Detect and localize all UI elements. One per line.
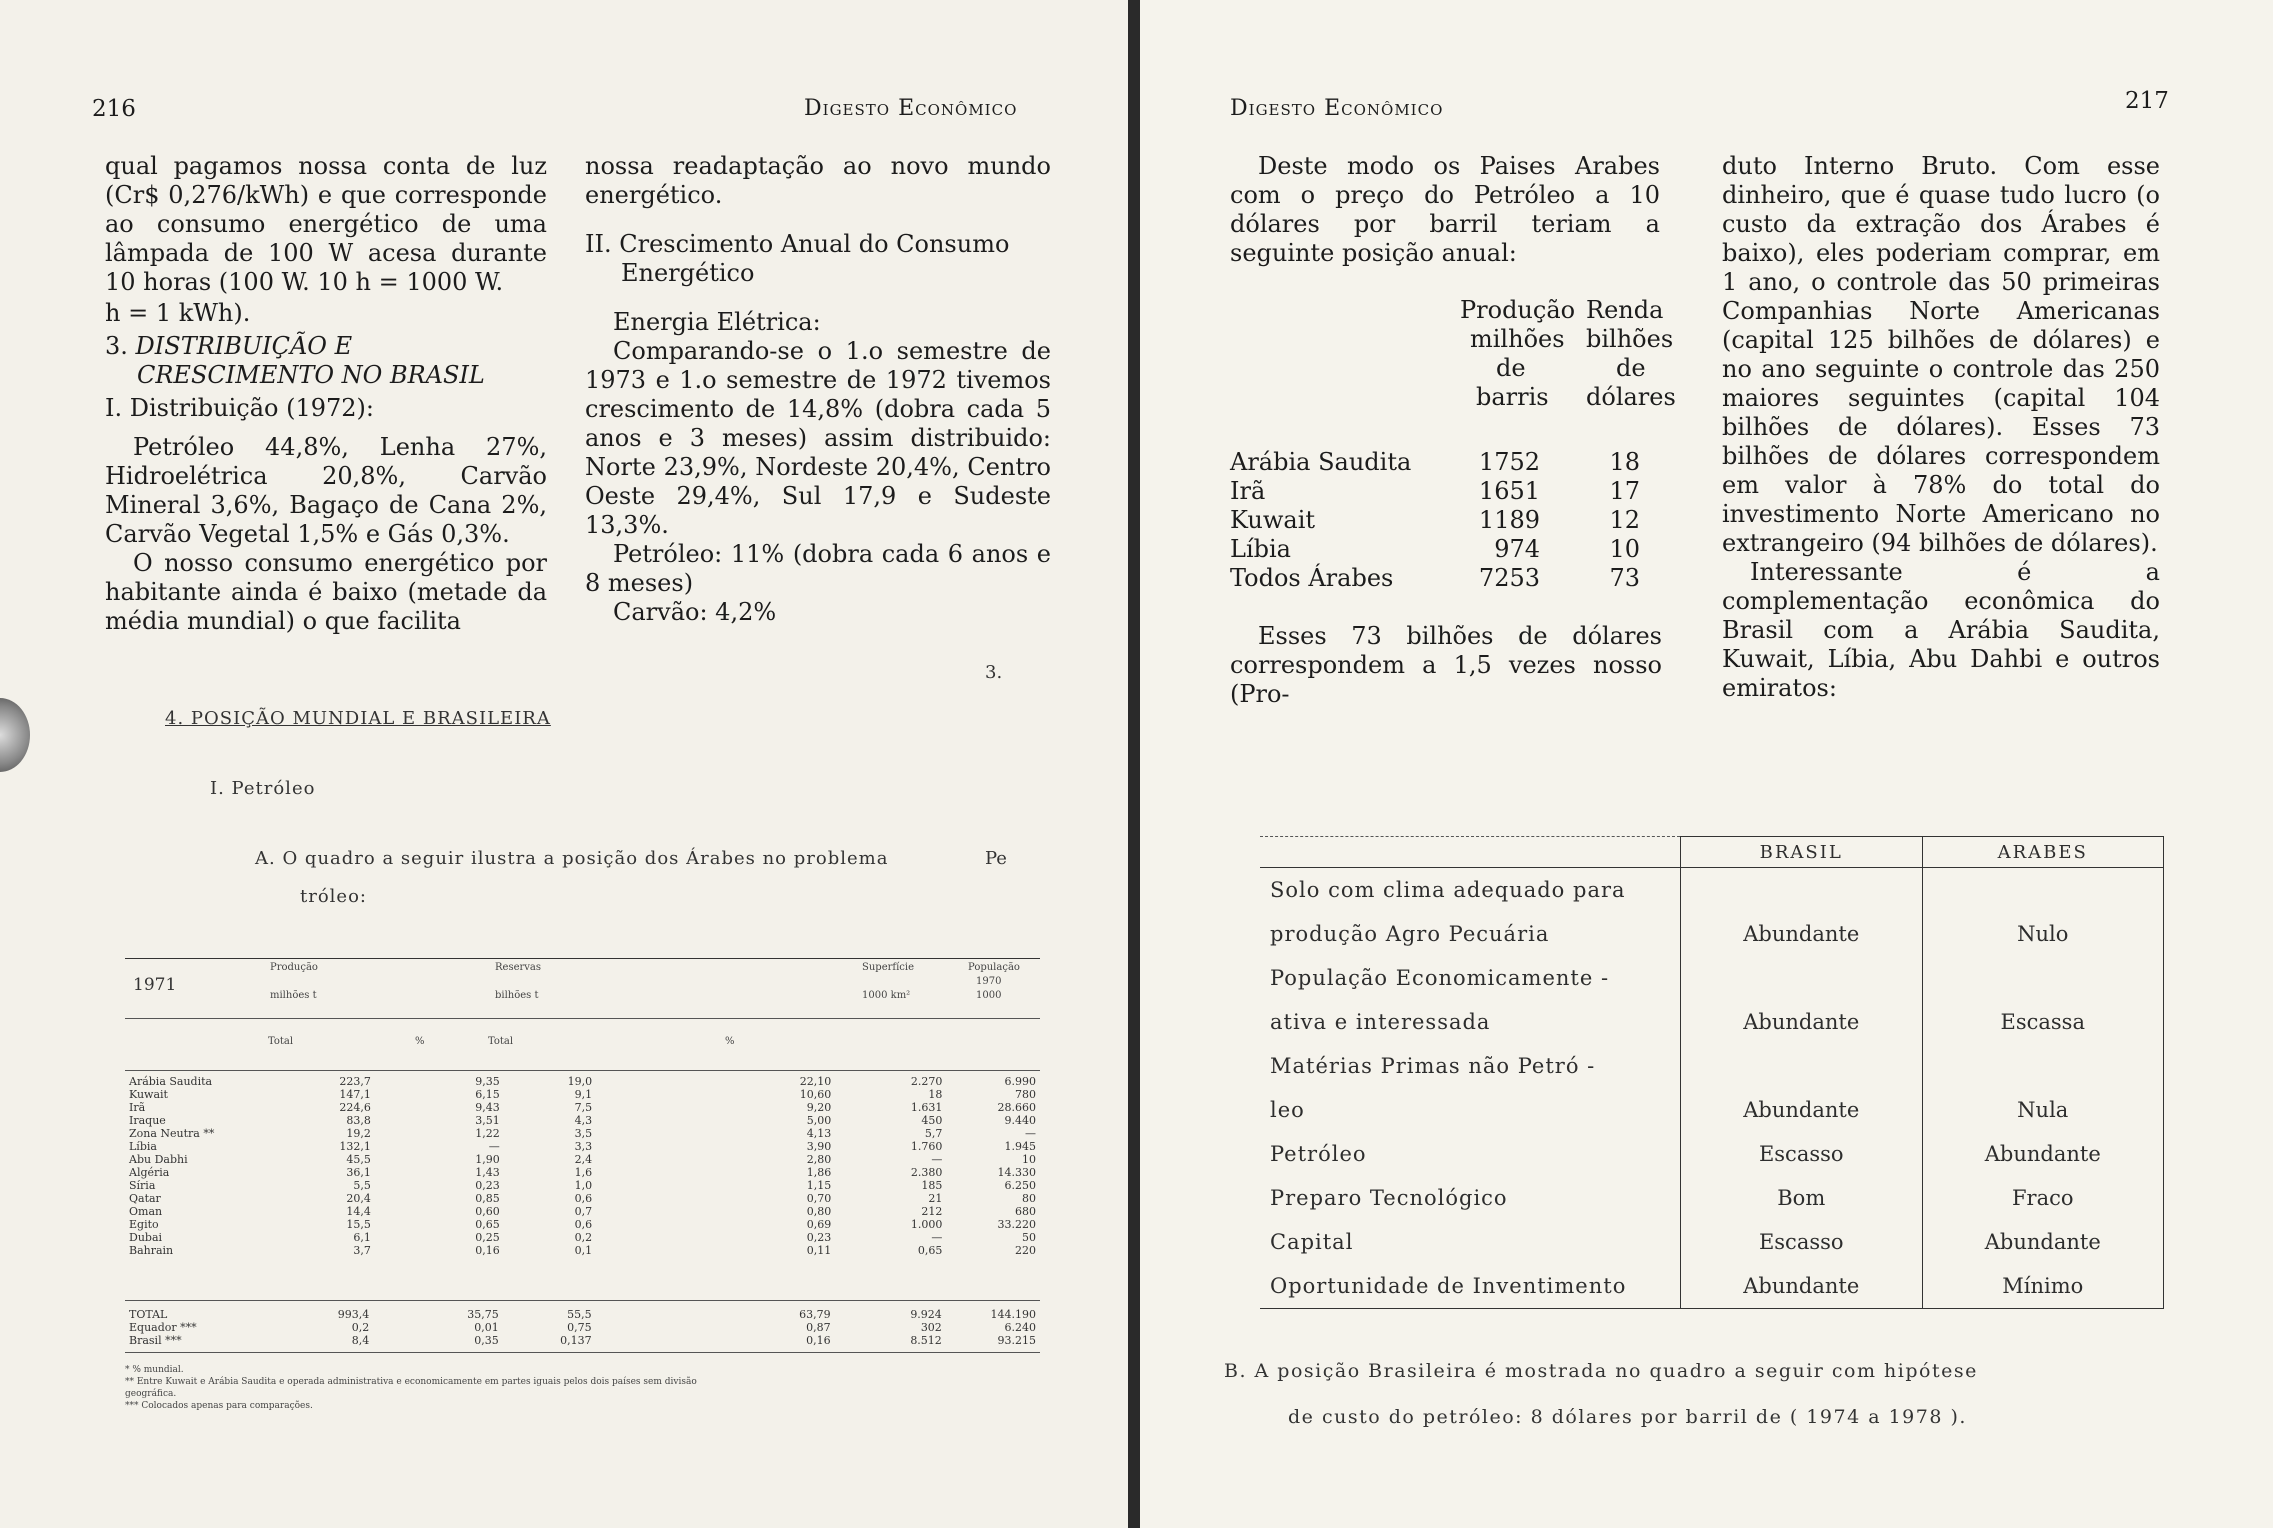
table-cell: Oportunidade de Inventimento bbox=[1260, 1264, 1681, 1309]
table-cell: 2,80 bbox=[806, 1153, 832, 1166]
table-cell: 7253 bbox=[1478, 564, 1540, 592]
table-rule bbox=[125, 958, 1040, 959]
oil-table-totals bbox=[125, 1308, 1040, 1347]
table-cell: Algéria bbox=[129, 1166, 170, 1179]
col-header: Total bbox=[488, 1036, 514, 1047]
table-cell: ativa e interessada bbox=[1260, 1000, 1681, 1044]
table-cell: 220 bbox=[1015, 1244, 1036, 1257]
table-cell: 1,86 bbox=[806, 1166, 832, 1179]
col-header: % bbox=[725, 1036, 735, 1047]
table-cell: 780 bbox=[1015, 1088, 1036, 1101]
table-rule bbox=[125, 1352, 1040, 1353]
table-cell: 450 bbox=[921, 1114, 943, 1127]
table-cell bbox=[1922, 1044, 2164, 1088]
paragraph: Energia Elétrica: bbox=[613, 308, 821, 336]
paragraph: O nosso consumo energético por habitante ainda é baixo (metade da média mundial) o que facilita bbox=[105, 549, 547, 635]
table-cell: Equador *** bbox=[129, 1321, 197, 1334]
table-cell: 18 bbox=[1609, 448, 1640, 476]
table-cell: 0,2 bbox=[351, 1321, 370, 1334]
table-cell: 6,15 bbox=[475, 1088, 500, 1101]
table-cell: 0,35 bbox=[474, 1334, 499, 1347]
footnote: *** Colocados apenas para comparações. bbox=[125, 1401, 313, 1411]
section-title-line: DISTRIBUIÇÃO E bbox=[135, 332, 353, 360]
col-header: Produção bbox=[1460, 296, 1576, 324]
table-cell: Solo com clima adequado para bbox=[1260, 868, 1681, 913]
col-header: barris bbox=[1476, 383, 1549, 411]
table-row bbox=[1260, 956, 2164, 1000]
table-cell: 1,43 bbox=[475, 1166, 500, 1179]
table-cell: 17 bbox=[1609, 477, 1640, 505]
page-number-right: 217 bbox=[2125, 88, 2169, 114]
typed-paragraph-line: A. O quadro a seguir ilustra a posição dos Árabes no problema bbox=[255, 848, 889, 869]
table-cell: 3,5 bbox=[574, 1127, 593, 1140]
table-cell: 55,5 bbox=[567, 1308, 592, 1321]
table-row bbox=[1260, 1220, 2164, 1264]
table-cell: Arábia Saudita bbox=[129, 1075, 213, 1088]
paragraph: Interessante é a complementação econômica do Brasil com a Arábia Saudita, Kuwait, Líbia, Abu Dahbi e outros emiratos: bbox=[1722, 558, 2160, 702]
table-cell: 132,1 bbox=[339, 1140, 371, 1153]
table-cell: 93.215 bbox=[997, 1334, 1036, 1347]
typed-paragraph-line: tróleo: bbox=[300, 886, 367, 907]
table-cell: 9,35 bbox=[475, 1075, 500, 1088]
table-row bbox=[1260, 1044, 2164, 1088]
table-cell: 8,4 bbox=[351, 1334, 370, 1347]
table-year: 1971 bbox=[133, 975, 177, 995]
table-cell: 3,90 bbox=[806, 1140, 832, 1153]
table-row bbox=[125, 1231, 1040, 1244]
running-header-left: Digesto Econômico bbox=[804, 96, 1018, 121]
col-header: Superfície bbox=[862, 962, 915, 973]
table-cell: 0,11 bbox=[806, 1244, 832, 1257]
table-cell bbox=[1681, 868, 1923, 913]
table-row bbox=[125, 1075, 1040, 1088]
table-cell: 0,23 bbox=[806, 1231, 832, 1244]
typed-paragraph-line: B. A posição Brasileira é mostrada no quadro a seguir com hipótese bbox=[1224, 1360, 1978, 1382]
table-cell: 0,65 bbox=[917, 1244, 943, 1257]
table-cell: 4,3 bbox=[574, 1114, 593, 1127]
table-row bbox=[125, 1205, 1040, 1218]
table-row bbox=[125, 1179, 1040, 1192]
subsection-title-line: Energético bbox=[621, 259, 755, 287]
table-cell: 20,4 bbox=[346, 1192, 371, 1205]
col-header: 1000 bbox=[976, 990, 1002, 1001]
table-cell: 2.380 bbox=[910, 1166, 943, 1179]
col-header: milhões bbox=[1470, 325, 1565, 353]
right-column-1-intro: Deste modo os Paises Arabes com o preço do Petróleo a 10 dólares por barril teriam a seguinte posição anual: bbox=[1230, 152, 1660, 267]
paragraph: Carvão: 4,2% bbox=[613, 598, 777, 626]
table-cell: 0,69 bbox=[806, 1218, 832, 1231]
table-cell: — bbox=[931, 1231, 943, 1244]
table-cell: 5,5 bbox=[353, 1179, 371, 1192]
table-row bbox=[1260, 868, 2164, 913]
right-column-2 bbox=[1722, 152, 2160, 703]
table-cell: Abundante bbox=[1922, 1220, 2164, 1264]
table-cell: 302 bbox=[920, 1321, 942, 1334]
left-column-2 bbox=[585, 152, 1051, 627]
paragraph: Petróleo: 11% (dobra cada 6 anos e 8 meses) bbox=[585, 540, 1051, 597]
table-cell: leo bbox=[1260, 1088, 1681, 1132]
table-cell: 0,75 bbox=[567, 1321, 592, 1334]
table-cell: Bahrain bbox=[129, 1244, 174, 1257]
table-cell: Bom bbox=[1681, 1176, 1923, 1220]
table-row bbox=[1260, 912, 2164, 956]
table-row bbox=[125, 1101, 1040, 1114]
table-cell: População Economicamente - bbox=[1260, 956, 1681, 1000]
table-cell: 147,1 bbox=[339, 1088, 371, 1101]
table-cell: 0,16 bbox=[475, 1244, 500, 1257]
table-cell: 7,5 bbox=[574, 1101, 593, 1114]
right-page bbox=[1140, 0, 2273, 1528]
table-cell: Oman bbox=[129, 1205, 163, 1218]
table-cell: 14,4 bbox=[346, 1205, 371, 1218]
table-cell: Nulo bbox=[1922, 912, 2164, 956]
table-cell: 28.660 bbox=[997, 1101, 1036, 1114]
table-cell: 80 bbox=[1022, 1192, 1036, 1205]
table-cell: 1.631 bbox=[910, 1101, 943, 1114]
table-cell: 1.760 bbox=[910, 1140, 943, 1153]
table-cell: 2.270 bbox=[910, 1075, 943, 1088]
table-cell: Abu Dabhi bbox=[129, 1153, 188, 1166]
table-row bbox=[1260, 1264, 2164, 1309]
col-header-brasil: BRASIL bbox=[1681, 837, 1923, 868]
production-table bbox=[1230, 296, 1676, 596]
table-cell: 36,1 bbox=[346, 1166, 371, 1179]
subsection-petroleo: I. Petróleo bbox=[210, 778, 316, 799]
table-cell: 1.000 bbox=[910, 1218, 943, 1231]
table-cell: 2,4 bbox=[574, 1153, 593, 1166]
table-footnotes bbox=[125, 1364, 705, 1412]
table-cell: 10 bbox=[1609, 535, 1640, 563]
table-cell: 19,2 bbox=[346, 1127, 371, 1140]
table-row bbox=[125, 1153, 1040, 1166]
table-cell: 6.240 bbox=[1004, 1321, 1036, 1334]
subsection-title-line: Crescimento Anual do Consumo bbox=[619, 230, 1010, 258]
table-rule bbox=[125, 1300, 1040, 1301]
subsection-heading bbox=[585, 230, 1051, 259]
footnote: ** Entre Kuwait e Arábia Saudita e operada administrativa e economicamente em partes iguais pelos dois países sem divisão geográfica. bbox=[125, 1377, 697, 1399]
paragraph: Petróleo 44,8%, Lenha 27%, Hidroelétrica 20,8%, Carvão Mineral 3,6%, Bagaço de Cana 2%, Carvão Vegetal 1,5% e Gás 0,3%. bbox=[105, 433, 547, 548]
table-cell: 9,20 bbox=[806, 1101, 832, 1114]
paragraph: h = 1 kWh). bbox=[105, 299, 251, 327]
table-cell: 1,90 bbox=[475, 1153, 500, 1166]
table-cell: Capital bbox=[1260, 1220, 1681, 1264]
section-title-line: CRESCIMENTO NO BRASIL bbox=[137, 361, 485, 389]
table-cell: 0,2 bbox=[574, 1231, 593, 1244]
table-cell: 1,6 bbox=[574, 1166, 593, 1179]
table-cell: 4,13 bbox=[806, 1127, 832, 1140]
table-cell: Todos Árabes bbox=[1230, 564, 1394, 592]
table-cell: 0,01 bbox=[474, 1321, 499, 1334]
table-row bbox=[125, 1334, 1040, 1347]
table-row bbox=[125, 1114, 1040, 1127]
table-rule bbox=[125, 1070, 1040, 1071]
table-cell: 0,70 bbox=[806, 1192, 832, 1205]
table-cell: TOTAL bbox=[129, 1308, 168, 1321]
table-cell: Matérias Primas não Petró - bbox=[1260, 1044, 1681, 1088]
table-row bbox=[125, 1166, 1040, 1179]
table-cell: Kuwait bbox=[1230, 506, 1316, 534]
table-cell: 185 bbox=[921, 1179, 943, 1192]
table-cell: Irã bbox=[1230, 477, 1266, 505]
table-cell bbox=[1922, 956, 2164, 1000]
table-cell: Petróleo bbox=[1260, 1132, 1681, 1176]
col-header: dólares bbox=[1586, 383, 1676, 411]
table-row bbox=[1260, 1132, 2164, 1176]
table-cell: 5,00 bbox=[806, 1114, 832, 1127]
table-cell: 3,3 bbox=[574, 1140, 593, 1153]
table-cell: 9.924 bbox=[910, 1308, 942, 1321]
typed-paragraph-line: de custo do petróleo: 8 dólares por barril de ( 1974 a 1978 ). bbox=[1288, 1406, 1967, 1428]
corner-cell bbox=[1260, 837, 1681, 868]
table-cell: 3,51 bbox=[475, 1114, 500, 1127]
table-cell: Abundante bbox=[1681, 912, 1923, 956]
table-cell: 0,80 bbox=[806, 1205, 832, 1218]
table-cell: 83,8 bbox=[346, 1114, 371, 1127]
table-cell: 33.220 bbox=[997, 1218, 1036, 1231]
col-header: % bbox=[415, 1036, 425, 1047]
col-header: de bbox=[1496, 354, 1526, 382]
table-cell: 5,7 bbox=[924, 1127, 943, 1140]
margin-mark: 3. bbox=[985, 662, 1003, 683]
typed-paragraph-word: Pe bbox=[985, 848, 1007, 869]
table-cell: 993,4 bbox=[337, 1308, 370, 1321]
table-cell: 19,0 bbox=[567, 1075, 593, 1088]
table-cell: 6.990 bbox=[1004, 1075, 1036, 1088]
table-row bbox=[125, 1127, 1040, 1140]
table-cell: 18 bbox=[928, 1088, 943, 1101]
table-cell: 974 bbox=[1494, 535, 1540, 563]
table-cell: Qatar bbox=[129, 1192, 161, 1205]
col-header: Renda bbox=[1586, 296, 1664, 324]
table-cell: Abundante bbox=[1922, 1132, 2164, 1176]
table-cell: 10,60 bbox=[799, 1088, 832, 1101]
table-cell: Dubai bbox=[129, 1231, 163, 1244]
col-header: População bbox=[968, 962, 1020, 973]
table-cell: 1752 bbox=[1478, 448, 1540, 476]
table-cell: 1,22 bbox=[475, 1127, 500, 1140]
table-cell: Líbia bbox=[129, 1140, 157, 1153]
table-cell: 3,7 bbox=[353, 1244, 371, 1257]
table-cell: 6,1 bbox=[353, 1231, 371, 1244]
table-cell: Preparo Tecnológico bbox=[1260, 1176, 1681, 1220]
table-cell: 1189 bbox=[1478, 506, 1540, 534]
table-row bbox=[1260, 1000, 2164, 1044]
table-cell: 1,0 bbox=[574, 1179, 593, 1192]
left-page bbox=[0, 0, 1130, 1528]
table-cell: 144.190 bbox=[990, 1308, 1036, 1321]
col-header: 1970 bbox=[976, 976, 1002, 987]
table-cell: Brasil *** bbox=[129, 1334, 182, 1347]
table-cell bbox=[1922, 868, 2164, 913]
section-heading bbox=[105, 332, 547, 361]
paragraph: qual pagamos nossa conta de luz (Cr$ 0,276/kWh) e que corresponde ao consumo energético de uma lâmpada de 100 W acesa durante 10 horas (100 W. 10 h = 1000 W. bbox=[105, 152, 547, 296]
table-row bbox=[125, 1140, 1040, 1153]
table-cell: Irã bbox=[129, 1101, 146, 1114]
col-header: Produção bbox=[270, 962, 318, 973]
table-cell: Líbia bbox=[1230, 535, 1291, 563]
col-header: bilhões t bbox=[495, 990, 539, 1001]
col-header: Total bbox=[268, 1036, 294, 1047]
col-header: Reservas bbox=[495, 962, 542, 973]
table-cell: Abundante bbox=[1681, 1000, 1923, 1044]
table-cell: — bbox=[488, 1140, 500, 1153]
subsection-heading: I. Distribuição (1972): bbox=[105, 394, 374, 422]
table-cell: 50 bbox=[1022, 1231, 1036, 1244]
table-row bbox=[125, 1244, 1040, 1257]
table-cell: 680 bbox=[1015, 1205, 1036, 1218]
table-cell: 0,7 bbox=[574, 1205, 593, 1218]
table-cell: 9,43 bbox=[475, 1101, 500, 1114]
right-column-1-end: Esses 73 bilhões de dólares correspondem a 1,5 vezes nosso (Pro- bbox=[1230, 622, 1662, 708]
table-row bbox=[125, 1192, 1040, 1205]
table-cell: 22,10 bbox=[799, 1075, 832, 1088]
paragraph: duto Interno Bruto. Com esse dinheiro, que é quase tudo lucro (o custo da extração dos Árabes é baixo), eles poderiam comprar, em 1 ano, o controle das 50 primeiras Companhias Norte Americanas (capital 125 bilhões de dólares) e no ano seguinte o controle das 250 maiores seguintes (capital 104 bilhões de dólares). Esses 73 bilhões de dólares correspondem em valor à 78% do total do investimento Norte Americano no extrangeiro (94 bilhões de dólares). bbox=[1722, 152, 2160, 557]
table-cell: 0,1 bbox=[574, 1244, 593, 1257]
table-row bbox=[125, 1308, 1040, 1321]
table-cell bbox=[1681, 1044, 1923, 1088]
table-cell: 0,6 bbox=[574, 1192, 593, 1205]
table-cell: Arábia Saudita bbox=[1230, 448, 1412, 476]
table-cell: Egito bbox=[129, 1218, 159, 1231]
table-cell: 212 bbox=[921, 1205, 943, 1218]
table-cell: 12 bbox=[1609, 506, 1640, 534]
table-cell: 14.330 bbox=[997, 1166, 1036, 1179]
left-column-1 bbox=[105, 152, 547, 636]
table-cell: 21 bbox=[928, 1192, 943, 1205]
table-cell: 0,85 bbox=[475, 1192, 500, 1205]
table-cell: 0,137 bbox=[560, 1334, 592, 1347]
table-cell: 0,65 bbox=[475, 1218, 500, 1231]
table-cell: 10 bbox=[1022, 1153, 1036, 1166]
table-cell: 224,6 bbox=[339, 1101, 371, 1114]
col-header: 1000 km² bbox=[862, 990, 911, 1001]
col-header-arabes: ARABES bbox=[1922, 837, 2164, 868]
col-header: bilhões bbox=[1586, 325, 1674, 353]
paragraph: Comparando-se o 1.o semestre de 1973 e 1.o semestre de 1972 tivemos crescimento de 14,8% (dobra cada 5 anos e 3 meses) assim distribuido: Norte 23,9%, Nordeste 20,4%, Centro Oeste 29,4%, Sul 17,9 e Sudeste 13,3%. bbox=[585, 337, 1051, 539]
page-number-left: 216 bbox=[92, 96, 136, 122]
table-cell: 1.945 bbox=[1004, 1140, 1036, 1153]
table-cell: 15,5 bbox=[346, 1218, 371, 1231]
table-cell: Kuwait bbox=[129, 1088, 168, 1101]
table-cell: 0,6 bbox=[574, 1218, 593, 1231]
table-cell: 73 bbox=[1609, 564, 1640, 592]
paragraph: nossa readaptação ao novo mundo energético. bbox=[585, 152, 1051, 209]
table-cell: 63,79 bbox=[799, 1308, 831, 1321]
table-cell: 0,16 bbox=[806, 1334, 831, 1347]
comparison-table bbox=[1260, 836, 2164, 1309]
table-cell: 0,87 bbox=[806, 1321, 831, 1334]
table-cell: 1,15 bbox=[806, 1179, 832, 1192]
table-cell: produção Agro Pecuária bbox=[1260, 912, 1681, 956]
table-cell: 1651 bbox=[1478, 477, 1540, 505]
col-header: milhões t bbox=[270, 990, 317, 1001]
table-cell: Zona Neutra ** bbox=[129, 1127, 215, 1140]
subsection-number: II. bbox=[585, 230, 612, 258]
table-row bbox=[1260, 1176, 2164, 1220]
table-row bbox=[125, 1321, 1040, 1334]
table-cell: 45,5 bbox=[346, 1153, 371, 1166]
table-cell: 0,60 bbox=[475, 1205, 500, 1218]
table-cell: 0,23 bbox=[475, 1179, 500, 1192]
table-rule bbox=[125, 1018, 1040, 1019]
table-cell: 9,1 bbox=[574, 1088, 593, 1101]
table-cell: 9.440 bbox=[1004, 1114, 1036, 1127]
table-cell: Escasso bbox=[1681, 1132, 1923, 1176]
footnote: * % mundial. bbox=[125, 1365, 184, 1375]
running-header-right: Digesto Econômico bbox=[1230, 96, 1444, 121]
section-4-heading: 4. POSIÇÃO MUNDIAL E BRASILEIRA bbox=[165, 708, 551, 729]
table-cell: Escassa bbox=[1922, 1000, 2164, 1044]
table-row bbox=[125, 1088, 1040, 1101]
table-row bbox=[125, 1218, 1040, 1231]
table-cell: Abundante bbox=[1681, 1264, 1923, 1309]
table-cell: Nula bbox=[1922, 1088, 2164, 1132]
table-cell: 0,25 bbox=[475, 1231, 500, 1244]
table-cell: Abundante bbox=[1681, 1088, 1923, 1132]
table-cell: — bbox=[931, 1153, 943, 1166]
section-number: 3. bbox=[105, 332, 128, 360]
table-cell: 8.512 bbox=[910, 1334, 942, 1347]
table-cell: — bbox=[1025, 1127, 1036, 1140]
table-cell: Mínimo bbox=[1922, 1264, 2164, 1309]
table-cell: Iraque bbox=[129, 1114, 166, 1127]
table-cell: 223,7 bbox=[339, 1075, 371, 1088]
table-cell: 35,75 bbox=[467, 1308, 499, 1321]
col-header: de bbox=[1616, 354, 1646, 382]
table-cell: 6.250 bbox=[1004, 1179, 1036, 1192]
table-cell: Fraco bbox=[1922, 1176, 2164, 1220]
oil-table-body bbox=[125, 1075, 1040, 1257]
table-row bbox=[1260, 1088, 2164, 1132]
table-cell: Síria bbox=[129, 1179, 156, 1192]
table-cell: Escasso bbox=[1681, 1220, 1923, 1264]
table-cell bbox=[1681, 956, 1923, 1000]
